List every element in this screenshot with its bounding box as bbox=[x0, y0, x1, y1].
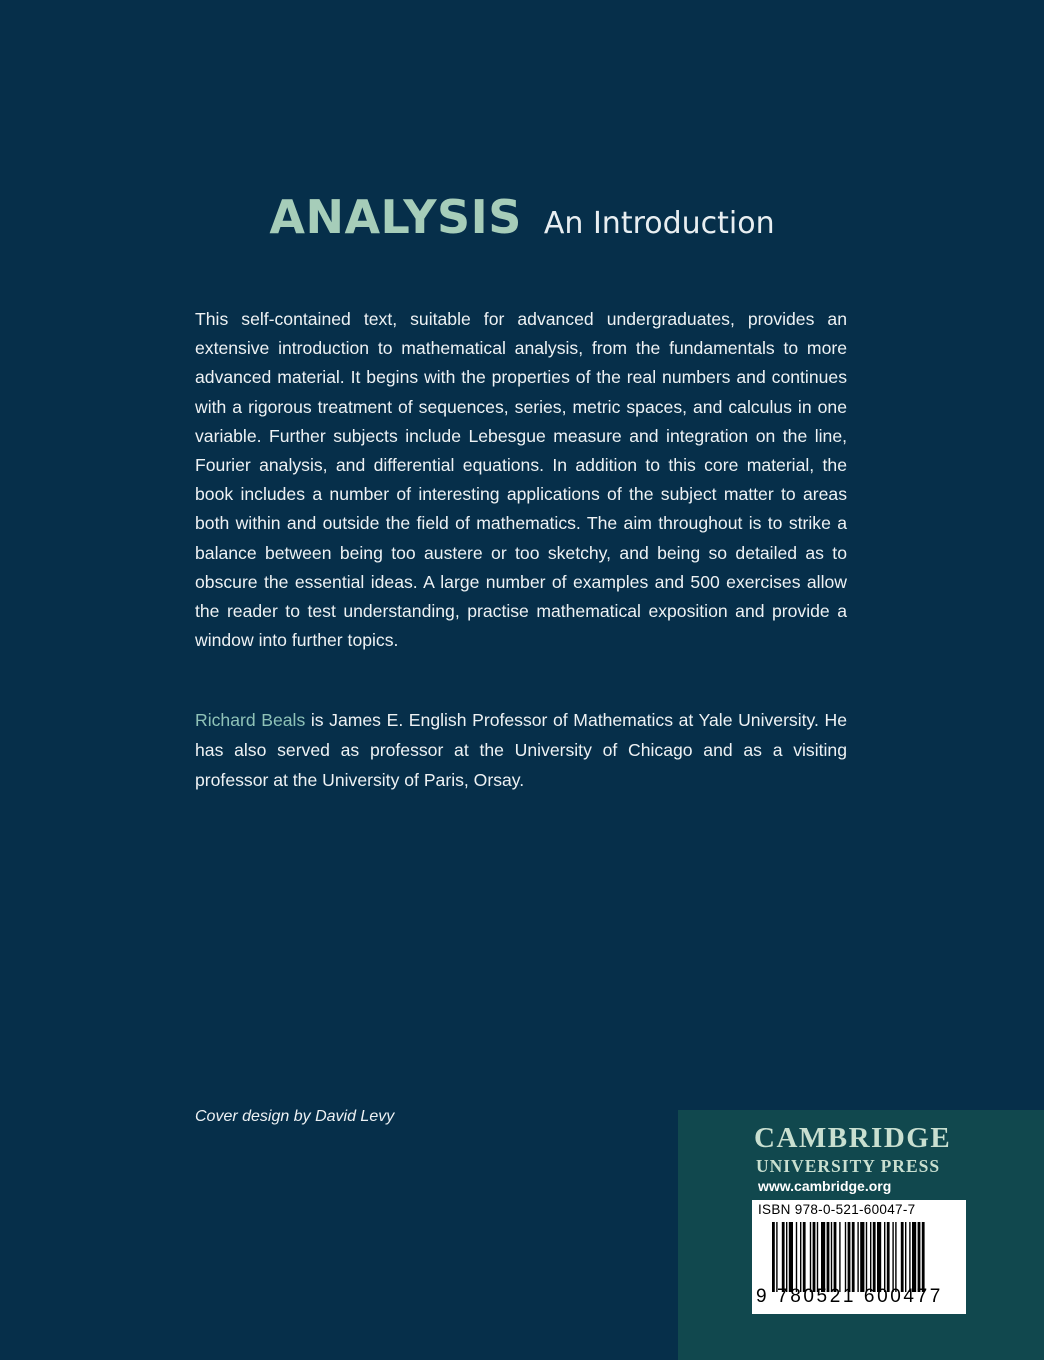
barcode-bars bbox=[772, 1222, 962, 1292]
title-subtitle: An Introduction bbox=[543, 206, 775, 241]
publisher-name: CAMBRIDGE bbox=[754, 1122, 952, 1154]
author-bio bbox=[195, 705, 847, 795]
isbn-label: ISBN 978-0-521-60047-7 bbox=[758, 1202, 916, 1217]
publisher-url: www.cambridge.org bbox=[758, 1178, 892, 1194]
title-main: ANALYSIS bbox=[269, 190, 522, 244]
author-bio-text: is James E. English Professor of Mathematics at Yale University. He has also served as professor at the University of Chicago and as a visiting professor at the University of Paris, Orsay. bbox=[195, 710, 847, 790]
book-title bbox=[0, 190, 1044, 244]
barcode-digits: 9 780521 600477 bbox=[756, 1286, 943, 1307]
author-name: Richard Beals bbox=[195, 710, 306, 730]
book-description: This self-contained text, suitable for advanced undergraduates, provides an extensive introduction to mathematical analysis, from the fundamentals to more advanced material. It begins with the properties of the real numbers and continues with a rigorous treatment of sequences, series, metric spaces, and calculus in one variable. Further subjects include Lebesgue measure and integration on the line, Fourier analysis, and differential equations. In addition to this core material, the book includes a number of interesting applications of the subject matter to areas both within and outside the field of mathematics. The aim throughout is to strike a balance between being too austere or too sketchy, and being so detailed as to obscure the essential ideas. A large number of examples and 500 exercises allow the reader to test understanding, practise mathematical exposition and provide a window into further topics. bbox=[195, 309, 847, 651]
publisher-subtitle: UNIVERSITY PRESS bbox=[756, 1156, 941, 1176]
cover-credit: Cover design by David Levy bbox=[195, 1108, 395, 1125]
barcode-card bbox=[752, 1200, 966, 1314]
